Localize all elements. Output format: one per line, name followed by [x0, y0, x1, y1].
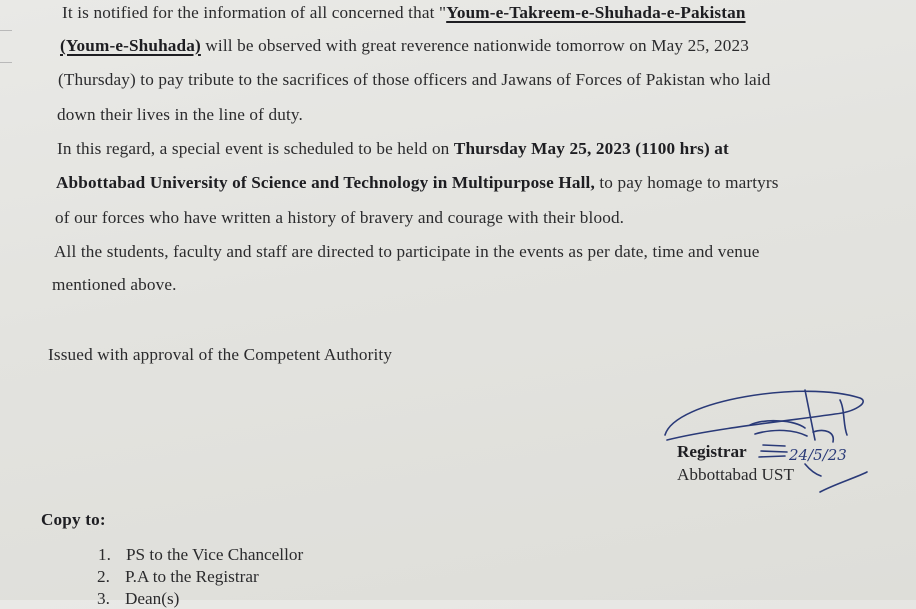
paragraph-2-line-2 [56, 173, 779, 193]
signatory-title: Registrar [677, 442, 747, 461]
page-edge-mark [0, 30, 12, 31]
paragraph-text: of our forces who have written a history of bravery and courage with their blood. [55, 208, 625, 227]
event-name-bold: Youm-e-Takreem-e-Shuhada-e-Pakistan [446, 3, 746, 22]
paragraph-1-line-4 [57, 105, 303, 125]
paragraph-text: It is notified for the information of all concerned that " [62, 3, 447, 22]
paragraph-2-line-3 [55, 208, 624, 228]
event-venue-bold: Abbottabad University of Science and Technology in Multipurpose Hall, [56, 173, 595, 192]
paragraph-text: will be observed with great reverence nationwide tomorrow on May 25, 2023 [200, 36, 749, 55]
signature-block [655, 380, 875, 500]
handwritten-date: 24/5/23 [789, 446, 847, 464]
list-item [98, 545, 303, 565]
paragraph-3-line-2 [52, 275, 177, 295]
paragraph-1-line-2 [60, 36, 749, 56]
paragraph-2-line-1 [57, 139, 729, 159]
approval-statement [48, 345, 392, 365]
event-short-name-bold: (Youm-e-Shuhada) [60, 36, 201, 55]
paragraph-1-line-1 [62, 3, 746, 23]
list-item-text: Dean(s) [125, 589, 180, 608]
list-item-number: 2. [97, 567, 110, 586]
paragraph-text: to pay homage to martyrs [594, 173, 779, 192]
copy-to-heading: Copy to: [41, 510, 106, 529]
list-item [97, 567, 259, 587]
list-item-text: PS to the Vice Chancellor [126, 545, 304, 564]
paragraph-text: In this regard, a special event is scheduled to be held on [57, 139, 454, 158]
list-item-number: 1. [98, 545, 111, 564]
paragraph-text: mentioned above. [52, 275, 177, 294]
paragraph-1-line-3 [58, 70, 770, 90]
paragraph-text: down their lives in the line of duty. [57, 105, 303, 124]
page-edge-mark [0, 62, 12, 63]
list-item-text: P.A to the Registrar [125, 567, 259, 586]
list-item [97, 589, 179, 609]
paragraph-3-line-1 [54, 242, 760, 262]
event-datetime-bold: Thursday May 25, 2023 (1100 hrs) at [453, 139, 729, 158]
paragraph-text: (Thursday) to pay tribute to the sacrifices of those officers and Jawans of Forces of Pakistan who laid [58, 70, 771, 89]
paragraph-text: All the students, faculty and staff are directed to participate in the events as per date, time and venue [54, 242, 760, 261]
signatory-organization: Abbottabad UST [677, 465, 794, 484]
approval-text: Issued with approval of the Competent Authority [48, 345, 393, 364]
list-item-number: 3. [97, 589, 110, 608]
